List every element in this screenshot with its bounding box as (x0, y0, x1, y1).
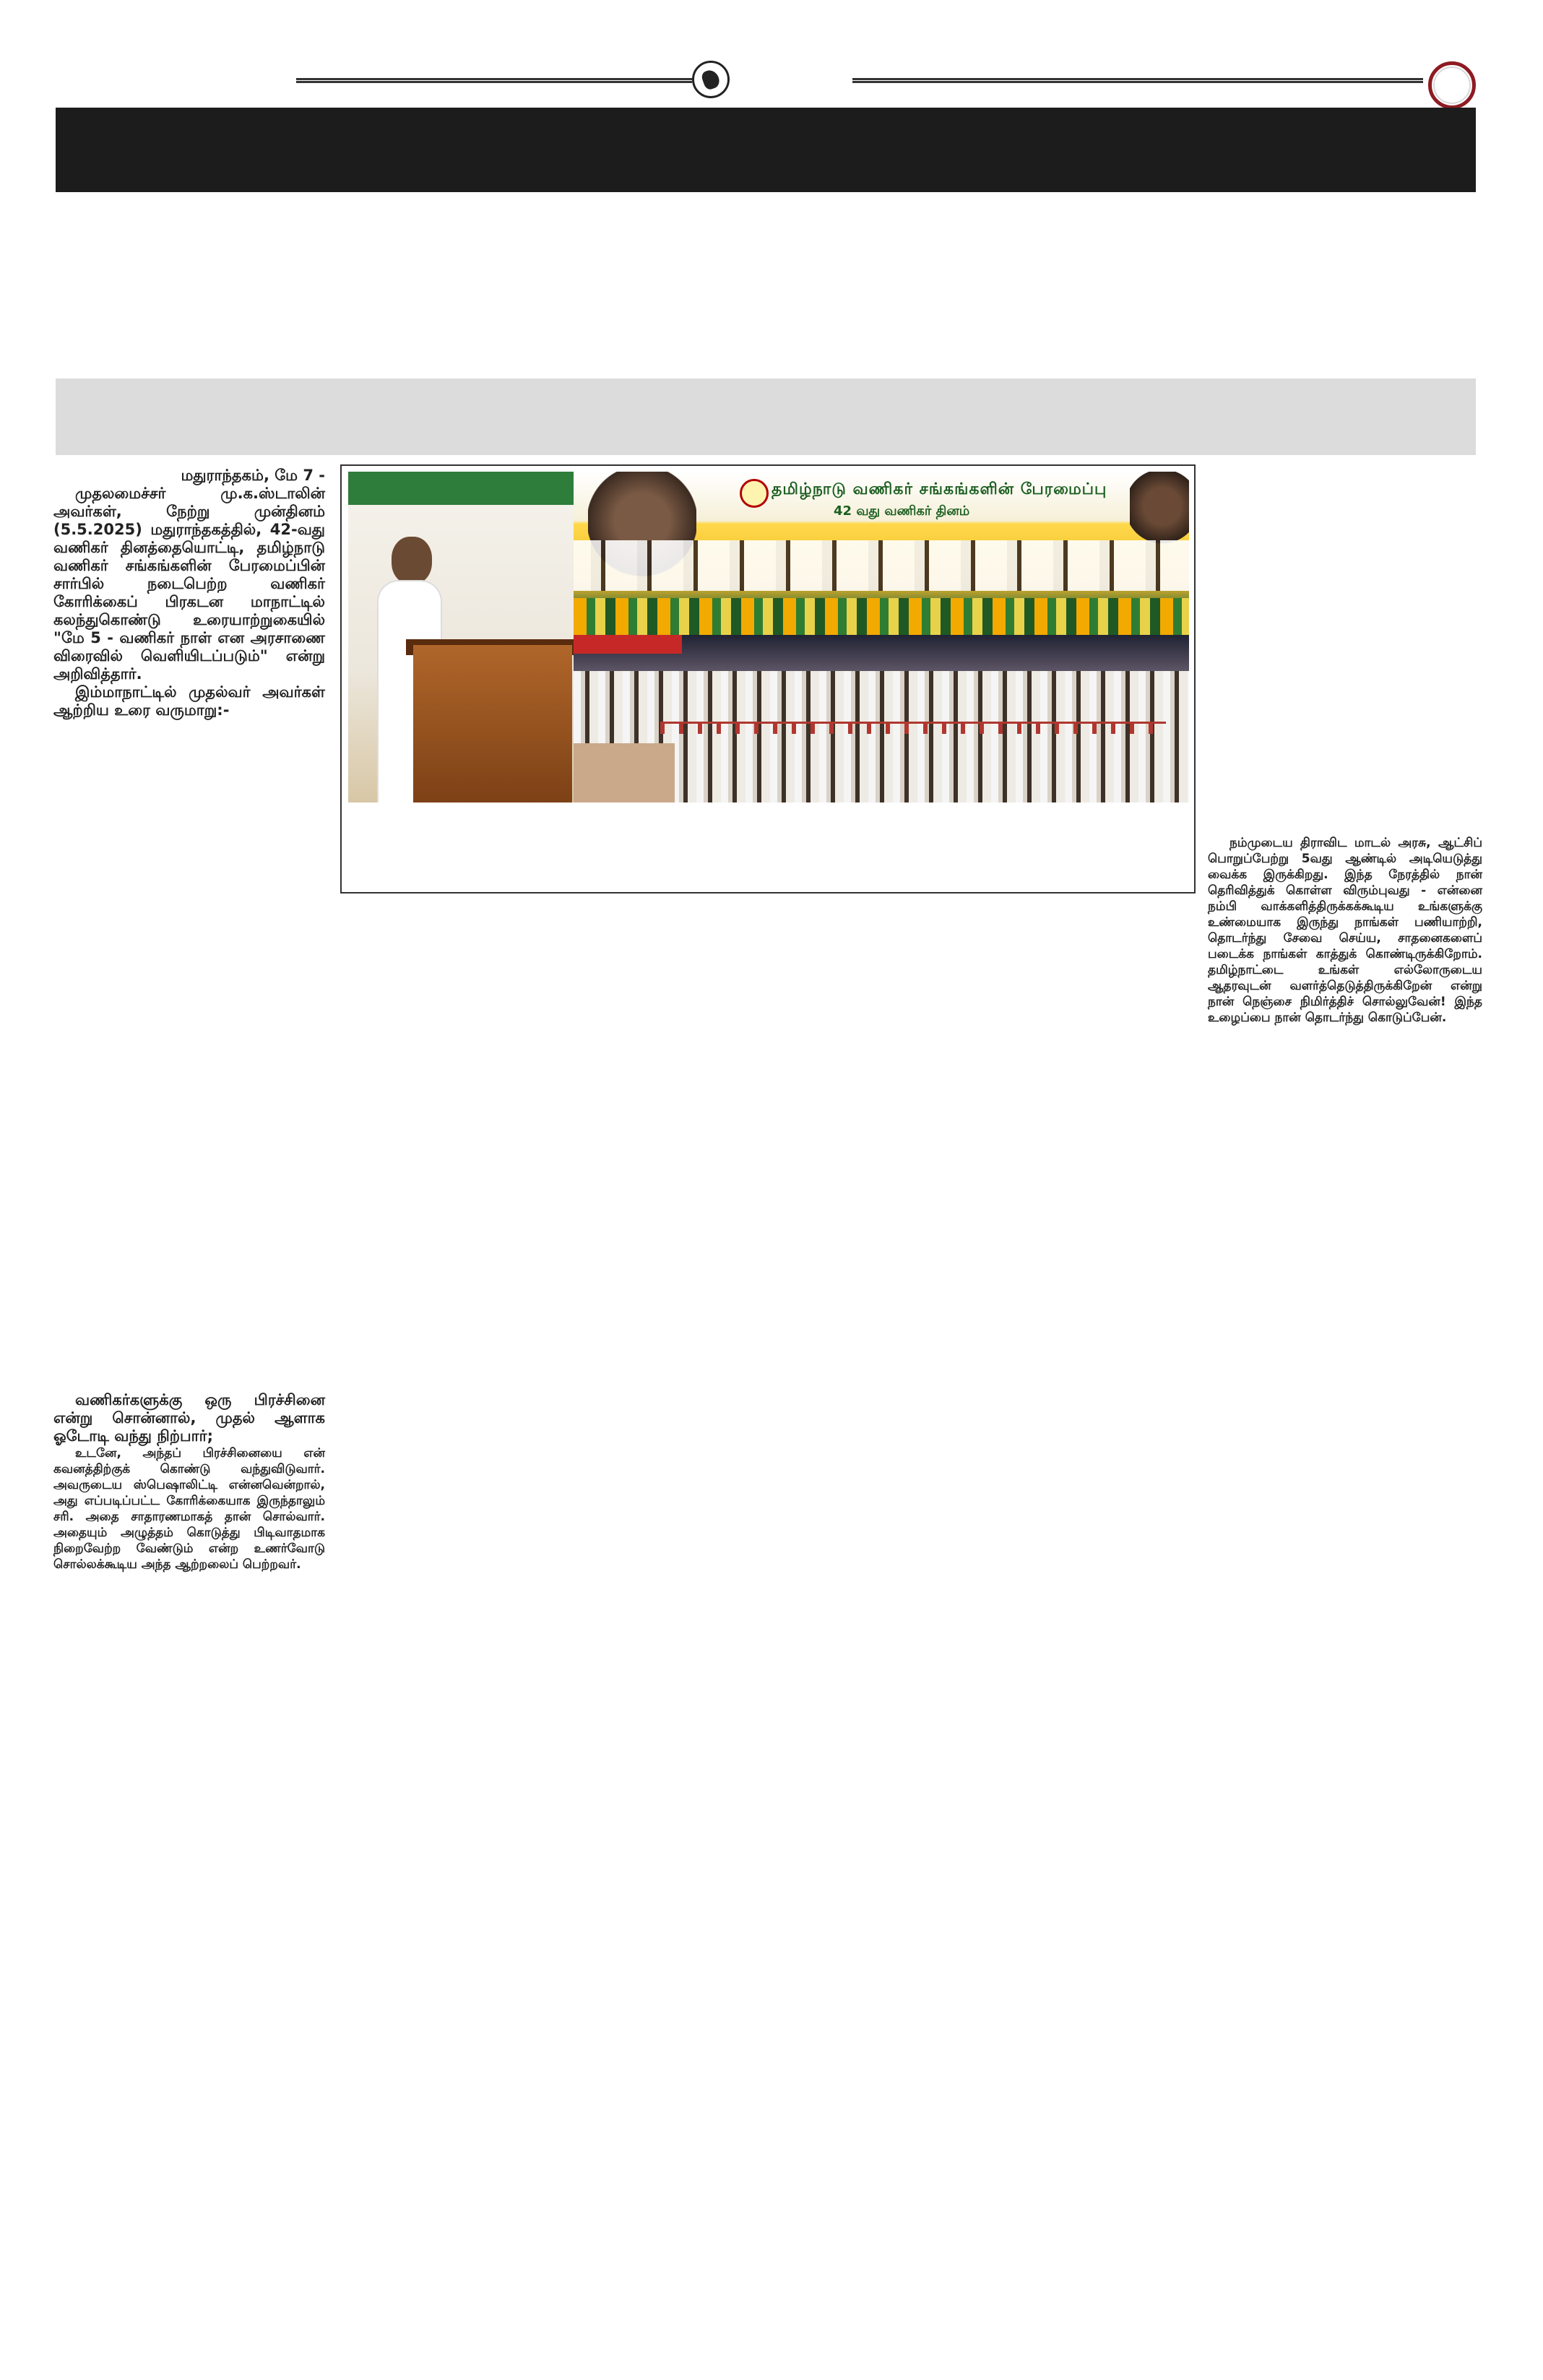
article-paragraph: இம்மாநாட்டில் முதல்வர் அவர்கள் ஆற்றிய உரை வருமாறு:- (53, 683, 325, 719)
event-photo (340, 464, 1196, 893)
article-paragraph: முதலமைச்சர் மு.க.ஸ்டாலின் அவர்கள், நேற்று முன்தினம் (5.5.2025) மதுராந்தகத்தில், 42-வது வணிகர் தினத்தையொட்டி, தமிழ்நாடு வணிகர் சங்கங்களின் பேரமைப்பின் சார்பில் நடைபெற்ற வணிகர் கோரிக்கைப் பிரகடன மாநாட்டில் கலந்துகொண்டு உரையாற்றுகையில் "மே 5 - வணிகர் நாள் என அரசாணை விரைவில் வெளியிடப்படும்" என்று அறிவித்தார். (53, 485, 325, 683)
subheadline-bar (56, 378, 1476, 455)
stage-guests (574, 540, 1189, 591)
left-article-column (53, 467, 325, 719)
speaker-photo (348, 472, 574, 802)
ground (574, 743, 675, 802)
headline-bar (56, 108, 1476, 192)
left-lower-article-column (53, 1391, 325, 1572)
stage-photo (574, 472, 1189, 635)
crowd-photo (574, 635, 1189, 802)
article-paragraph: வணிகர்களுக்கு ஒரு பிரச்சினை என்று சொன்னால், முதல் ஆளாக ஓடோடி வந்து நிற்பார்; (53, 1391, 325, 1445)
stage-flowers (574, 598, 1189, 635)
masthead-rule-right (852, 78, 1423, 83)
podium (413, 645, 572, 802)
banner-subtitle: 42 வது வணிகர் தினம் (834, 503, 970, 519)
banner-logo-icon (740, 479, 769, 508)
dateline: மதுராந்தகம், மே 7 - (181, 467, 325, 484)
article-paragraph: நம்முடைய திராவிட மாடல் அரசு, ஆட்சிப் பொறுப்பேற்று 5வது ஆண்டில் அடியெடுத்து வைக்க இருக்கிறது. இந்த நேரத்தில் நான் தெரிவித்துக் கொள்ள விரும்புவது - என்னை நம்பி வாக்களித்திருக்கக்கூடிய உங்களுக்கு உண்மையாக இருந்து நாங்கள் பணியாற்றி, தொடர்ந்து சேவை செய்ய, சாதனைகளைப் படைக்க நாங்கள் காத்துக் கொண்டிருக்கிறோம். தமிழ்நாட்டை உங்கள் எல்லோருடைய ஆதரவுடன் வளர்த்தெடுத்திருக்கிறேன் என்று நான் நெஞ்சை நிமிர்த்திச் சொல்லுவேன்! இந்த உழைப்பை நான் தொடர்ந்து கொடுப்பேன். (1208, 836, 1482, 1025)
right-article-column (1208, 835, 1482, 1026)
masthead-rule-left (296, 78, 692, 83)
page-circle-icon (1428, 61, 1476, 109)
speaker-head (392, 537, 432, 584)
article-paragraph: உடனே, அந்தப் பிரச்சினையை என் கவனத்திற்குக் கொண்டு வந்துவிடுவார். அவருடைய ஸ்பெஷாலிட்டி என்னவென்றால், அது எப்படிப்பட்ட கோரிக்கையாக இருந்தாலும் சரி. அதை சாதாரணமாகத் தான் சொல்வார். அதையும் அழுத்தம் கொடுத்து பிடிவாதமாக நிறைவேற்ற வேண்டும் என்ற உணர்வோடு சொல்லக்கூடிய அந்த ஆற்றலைப் பெற்றவர். (53, 1446, 325, 1572)
elephant-emblem-icon (692, 61, 730, 98)
banner-title: தமிழ்நாடு வணிகர் சங்கங்களின் பேரமைப்பு (772, 480, 1107, 498)
crowd-barrier (660, 722, 1166, 734)
red-canopy (574, 635, 682, 654)
